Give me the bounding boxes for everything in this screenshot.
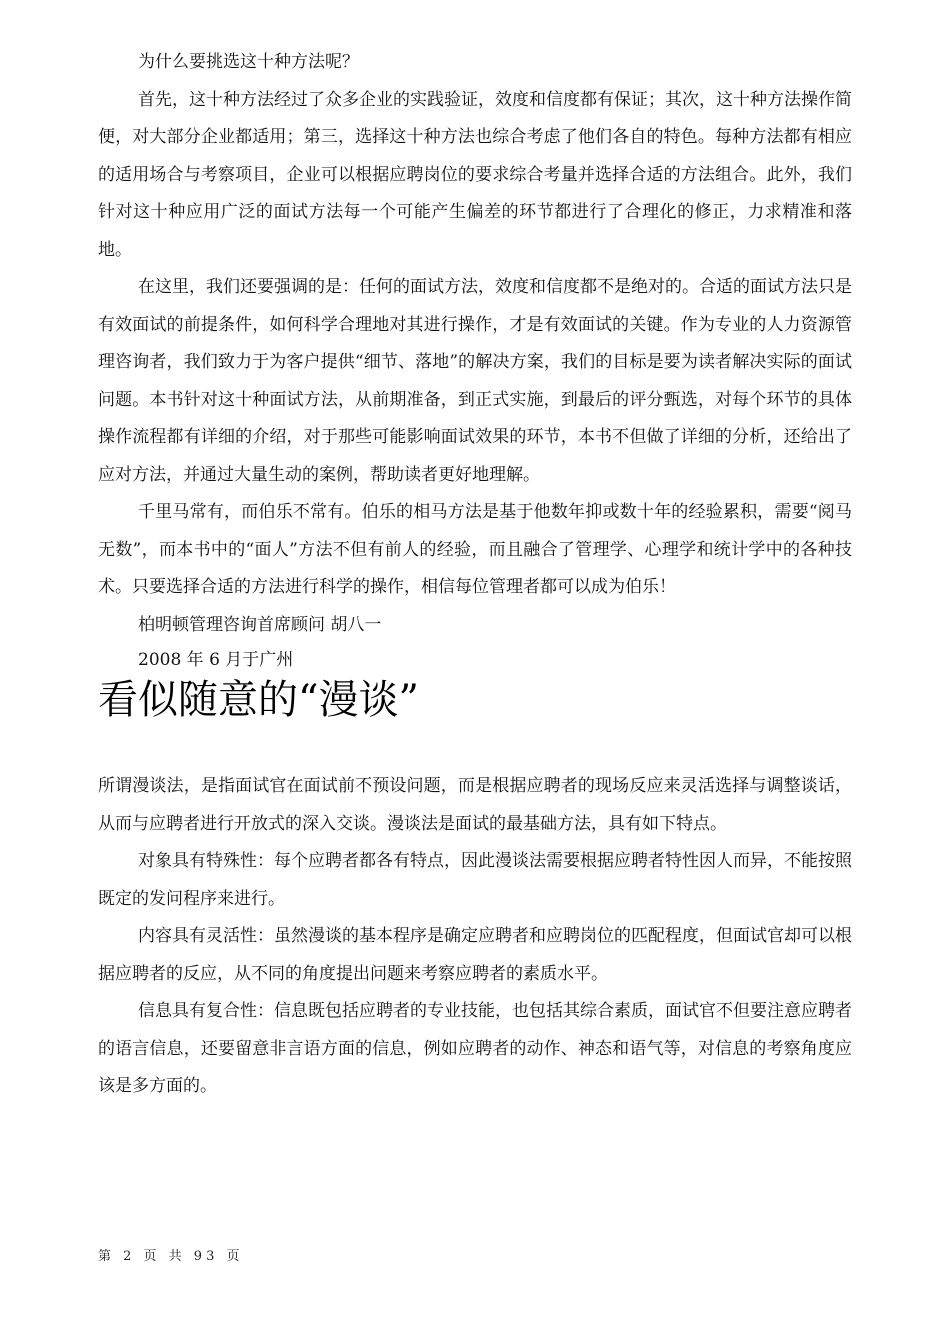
page-content xyxy=(98,44,852,1106)
heading-spacer xyxy=(98,724,852,768)
signature-line: 柏明顿管理咨询首席顾问 胡八一 xyxy=(138,614,382,635)
paragraph-feature-content: 内容具有灵活性：虽然漫谈的基本程序是确定应聘者和应聘岗位的匹配程度，但面试官却可以根据应聘者的反应，从不同的角度提出问题来考察应聘者的素质水平。 xyxy=(98,926,852,984)
question-line: 为什么要挑选这十种方法呢？ xyxy=(138,52,359,72)
paragraph-reasons: 首先，这十种方法经过了众多企业的实践验证，效度和信度都有保证；其次，这十种方法操作简便，对大部分企业都适用；第三，选择这十种方法也综合考虑了他们各自的特色。每种方法都有相应的适用场合与考察项目，企业可以根据应聘岗位的要求综合考量并选择合适的方法组合。此外，我们针对这十种应用广泛的面试方法每一个可能产生偏差的环节都进行了合理化的修正，力求精准和落地。 xyxy=(98,89,852,260)
paragraph-feature-object: 对象具有特殊性：每个应聘者都各有特点，因此漫谈法需要根据应聘者特性因人而异，不能按照既定的发问程序来进行。 xyxy=(98,851,852,909)
section-heading: 看似随意的“漫谈” xyxy=(98,677,419,723)
date-line: 2008 年 6 月于广州 xyxy=(138,650,294,670)
paragraph-feature-information: 信息具有复合性：信息既包括应聘者的专业技能，也包括其综合素质，面试官不但要注意应聘者的语言信息，还要留意非言语方面的信息，例如应聘者的动作、神态和语气等，对信息的考察角度应该是多方面的。 xyxy=(98,1001,852,1096)
paragraph-intro: 所谓漫谈法，是指面试官在面试前不预设问题，而是根据应聘者的现场反应来灵活选择与调整谈话，从而与应聘者进行开放式的深入交谈。漫谈法是面试的最基础方法，具有如下特点。 xyxy=(98,776,852,834)
page-number-footer: 第 2 页 共 93 页 xyxy=(98,1249,244,1264)
paragraph-bole: 千里马常有，而伯乐不常有。伯乐的相马方法是基于他数年抑或数十年的经验累积，需要“阅马无数”，而本书中的“面人”方法不但有前人的经验，而且融合了管理学、心理学和统计学中的各种技术。只要选择合适的方法进行科学的操作，相信每位管理者都可以成为伯乐！ xyxy=(98,502,852,597)
paragraph-emphasis: 在这里，我们还要强调的是：任何的面试方法，效度和信度都不是绝对的。合适的面试方法只是有效面试的前提条件，如何科学合理地对其进行操作，才是有效面试的关键。作为专业的人力资源管理咨询者，我们致力于为客户提供“细节、落地”的解决方案，我们的目标是要为读者解决实际的面试问题。本书针对这十种面试方法，从前期准备，到正式实施，到最后的评分甄选，对每个环节的具体操作流程都有详细的介绍，对于那些可能影响面试效果的环节，本书不但做了详细的分析，还给出了应对方法，并通过大量生动的案例，帮助读者更好地理解。 xyxy=(98,277,852,485)
